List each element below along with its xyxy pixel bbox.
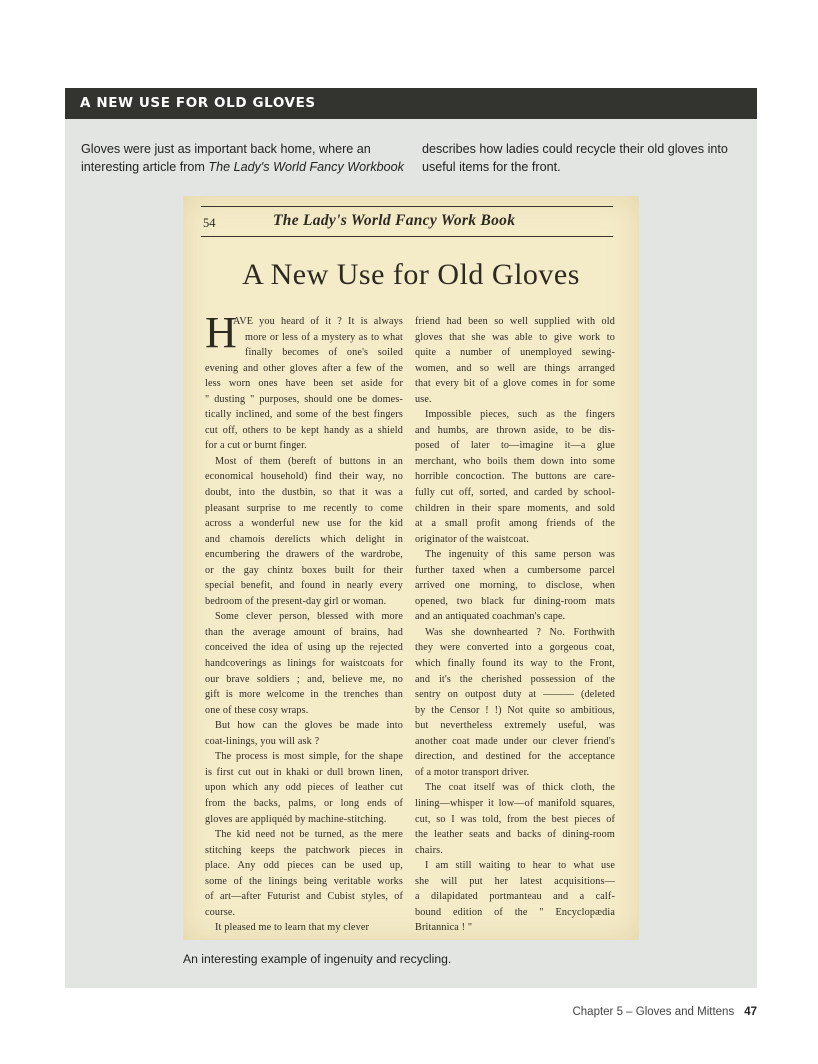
article-line: Britannica ! " [415, 922, 473, 934]
article-line: some of the linings being veritable works [205, 875, 403, 887]
article-line: Some clever person, blessed with more [215, 611, 403, 623]
article-line: Most of them (bereft of buttons in an [215, 455, 403, 467]
article-line: more or less of a mystery as to what [245, 331, 403, 343]
panel-header [65, 88, 757, 119]
article-line: sentry on outpost duty at ——— (deleted [415, 689, 615, 701]
article-line: The ingenuity of this same person was [425, 549, 615, 561]
article-line: But how can the gloves be made into [215, 720, 403, 732]
article-line: upon which any odd pieces of leather cut [205, 782, 403, 794]
article-line: handcoverings as linings for waistcoats for [205, 658, 403, 670]
article-line: encumbering the drawers of the wardrobe, [205, 549, 403, 561]
article-line: our brave soldiers ; and, believe me, no [205, 673, 403, 685]
article-line: a dilapidated portmanteau and a calf- [415, 891, 615, 903]
article-line: place. Any odd pieces can be used up, [205, 860, 403, 872]
chapter-title: Chapter 5 – Gloves and Mittens [572, 1006, 735, 1018]
article-line: Was she downhearted ? No. Forthwith [425, 626, 615, 638]
clipping-title: A New Use for Old Gloves [242, 258, 580, 291]
article-line: arrived one morning, to disclose, when [415, 580, 615, 592]
clipping-top-rule [201, 206, 613, 207]
article-line: I am still waiting to hear to what use [425, 860, 615, 872]
article-line: horrible concoction. The buttons are care- [415, 471, 615, 483]
article-line: further taxed when a cumbersome parcel [415, 564, 615, 576]
article-line: The kid need not be turned, as the mere [215, 829, 403, 841]
article-line: that every bit of a glove comes in for some [415, 378, 615, 390]
page-footer [572, 1006, 757, 1018]
article-line: and chamois derelicts which delight in [205, 533, 403, 545]
intro-right-line-2: useful items for the front. [422, 160, 561, 174]
article-line: doubt, into the dustbin, so that it was a [205, 487, 403, 499]
intro-book-title: The Lady's World Fancy Workbook [208, 160, 404, 174]
article-line: for a cut or burnt finger. [205, 440, 307, 452]
clipping-page-number: 54 [203, 216, 216, 230]
page-number: 47 [744, 1006, 757, 1018]
magazine-clipping [183, 196, 639, 940]
image-caption: An interesting example of ingenuity and recycling. [183, 952, 452, 966]
article-line: and it's the cherished possession of the [415, 673, 615, 685]
article-line: conceived the idea of using up the rejected [205, 642, 403, 654]
article-line: fully cut off, sorted, and carded by school- [415, 487, 615, 499]
article-line: by the Censor ! !) Not quite so ambitious, [415, 704, 615, 716]
intro-left-line-1: Gloves were just as important back home, where an [81, 142, 371, 156]
article-line: The coat itself was of thick cloth, the [425, 782, 615, 794]
article-line: Impossible pieces, such as the fingers [425, 409, 615, 421]
article-line: and an antiquated coachman's cape. [415, 611, 566, 623]
article-line: use. [415, 393, 432, 405]
intro-left-line-2: interesting article from [81, 160, 209, 174]
article-line: direction, and destined for the acceptance [415, 751, 615, 763]
article-line: less worn ones have been set aside for [205, 378, 403, 390]
article-line: at a small profit among friends of the [415, 518, 615, 530]
article-line: one of these cosy wraps. [205, 704, 309, 716]
article-line: merchant, who boils them down into some [415, 455, 615, 467]
article-line: posed of later to—imagine it—a glue [415, 440, 615, 452]
article-line: " dusting " purposes, should one be domes- [205, 393, 403, 405]
article-line: gloves are appliquéd by machine-stitching. [205, 813, 387, 825]
article-line: another coat made under our clever friend's [415, 735, 615, 747]
article-line: from the backs, palms, or long ends of [205, 797, 403, 809]
intro-right-line-1: describes how ladies could recycle their old gloves into [422, 142, 728, 156]
article-line: children in their spare moments, and sold [415, 502, 615, 514]
article-line: gloves that she was able to give work to [415, 331, 615, 343]
article-line: pleasant surprise to me recently to come [205, 502, 403, 514]
article-line: the leather seats and backs of dining-room [415, 829, 615, 841]
sidebar-panel [65, 88, 757, 988]
article-line: originator of the waistcoat. [415, 533, 529, 545]
article-line: gift is more welcome in the trenches than [205, 689, 403, 701]
article-line: she will put her latest acquisitions— [415, 875, 615, 887]
article-line: economical household) find their way, no [205, 471, 403, 483]
article-line: of art—after Futurist and Cubist styles, of [205, 891, 403, 903]
article-line: friend had been so well supplied with old [415, 316, 615, 327]
clipping-running-header: The Lady's World Fancy Work Book [273, 212, 516, 229]
article-line: evening and other gloves after a few of the [205, 362, 403, 374]
article-line: opened, two black fur dining-room mats [415, 595, 615, 607]
article-line: chairs. [415, 844, 443, 856]
article-line: special benefit, and found in nearly every [205, 580, 403, 592]
article-line: It pleased me to learn that my clever [215, 922, 370, 934]
article-line: than the average amount of brains, had [205, 626, 403, 638]
article-line: women, and so well are things arranged [415, 362, 615, 374]
article-line: tically inclined, and some of the best fingers [205, 409, 403, 421]
article-line: quite a number of unemployed sewing- [415, 347, 615, 359]
article-line: which finally found its way to the Front, [415, 658, 615, 670]
article-line: lining—whisper it low—of manifold squares, [415, 797, 615, 809]
article-line: bound edition of the " Encyclopædia [415, 906, 615, 918]
article-line: of a motor transport driver. [415, 766, 530, 778]
article-line: coat-linings, you will ask ? [205, 735, 320, 747]
article-line: course. [205, 906, 236, 918]
article-line: and humbs, are thrown aside, to be dis- [415, 424, 615, 436]
panel-title: A NEW USE FOR OLD GLOVES [80, 95, 316, 111]
intro-text-left [81, 140, 411, 176]
article-line: AVE you heard of it ? It is always [233, 316, 403, 327]
clipping-left-column [205, 308, 403, 936]
article-line: across a wonderful new use for the kid [205, 518, 403, 530]
article-line: but nevertheless extremely useful, was [415, 720, 615, 732]
article-line: cut off, others to be kept handy as a shield [205, 424, 403, 436]
drop-cap: H [205, 308, 237, 357]
article-line: or the gay chintz boxes built for their [205, 564, 403, 576]
article-line: cut, so I was told, from the best pieces of [415, 813, 615, 825]
article-line: stitching keeps the patchwork pieces in [205, 844, 403, 856]
article-line: bedroom of the present-day girl or woman. [205, 595, 387, 607]
article-line: is first cut out in khaki or dull brown linen, [205, 766, 403, 778]
clipping-right-column [415, 314, 615, 936]
article-line: finally becomes of one's soiled [245, 347, 403, 359]
article-line: The process is most simple, for the shape [215, 751, 403, 763]
article-line: they were converted into a gorgeous coat, [415, 642, 615, 654]
intro-text-right [422, 140, 752, 176]
clipping-header-rule [201, 236, 613, 237]
